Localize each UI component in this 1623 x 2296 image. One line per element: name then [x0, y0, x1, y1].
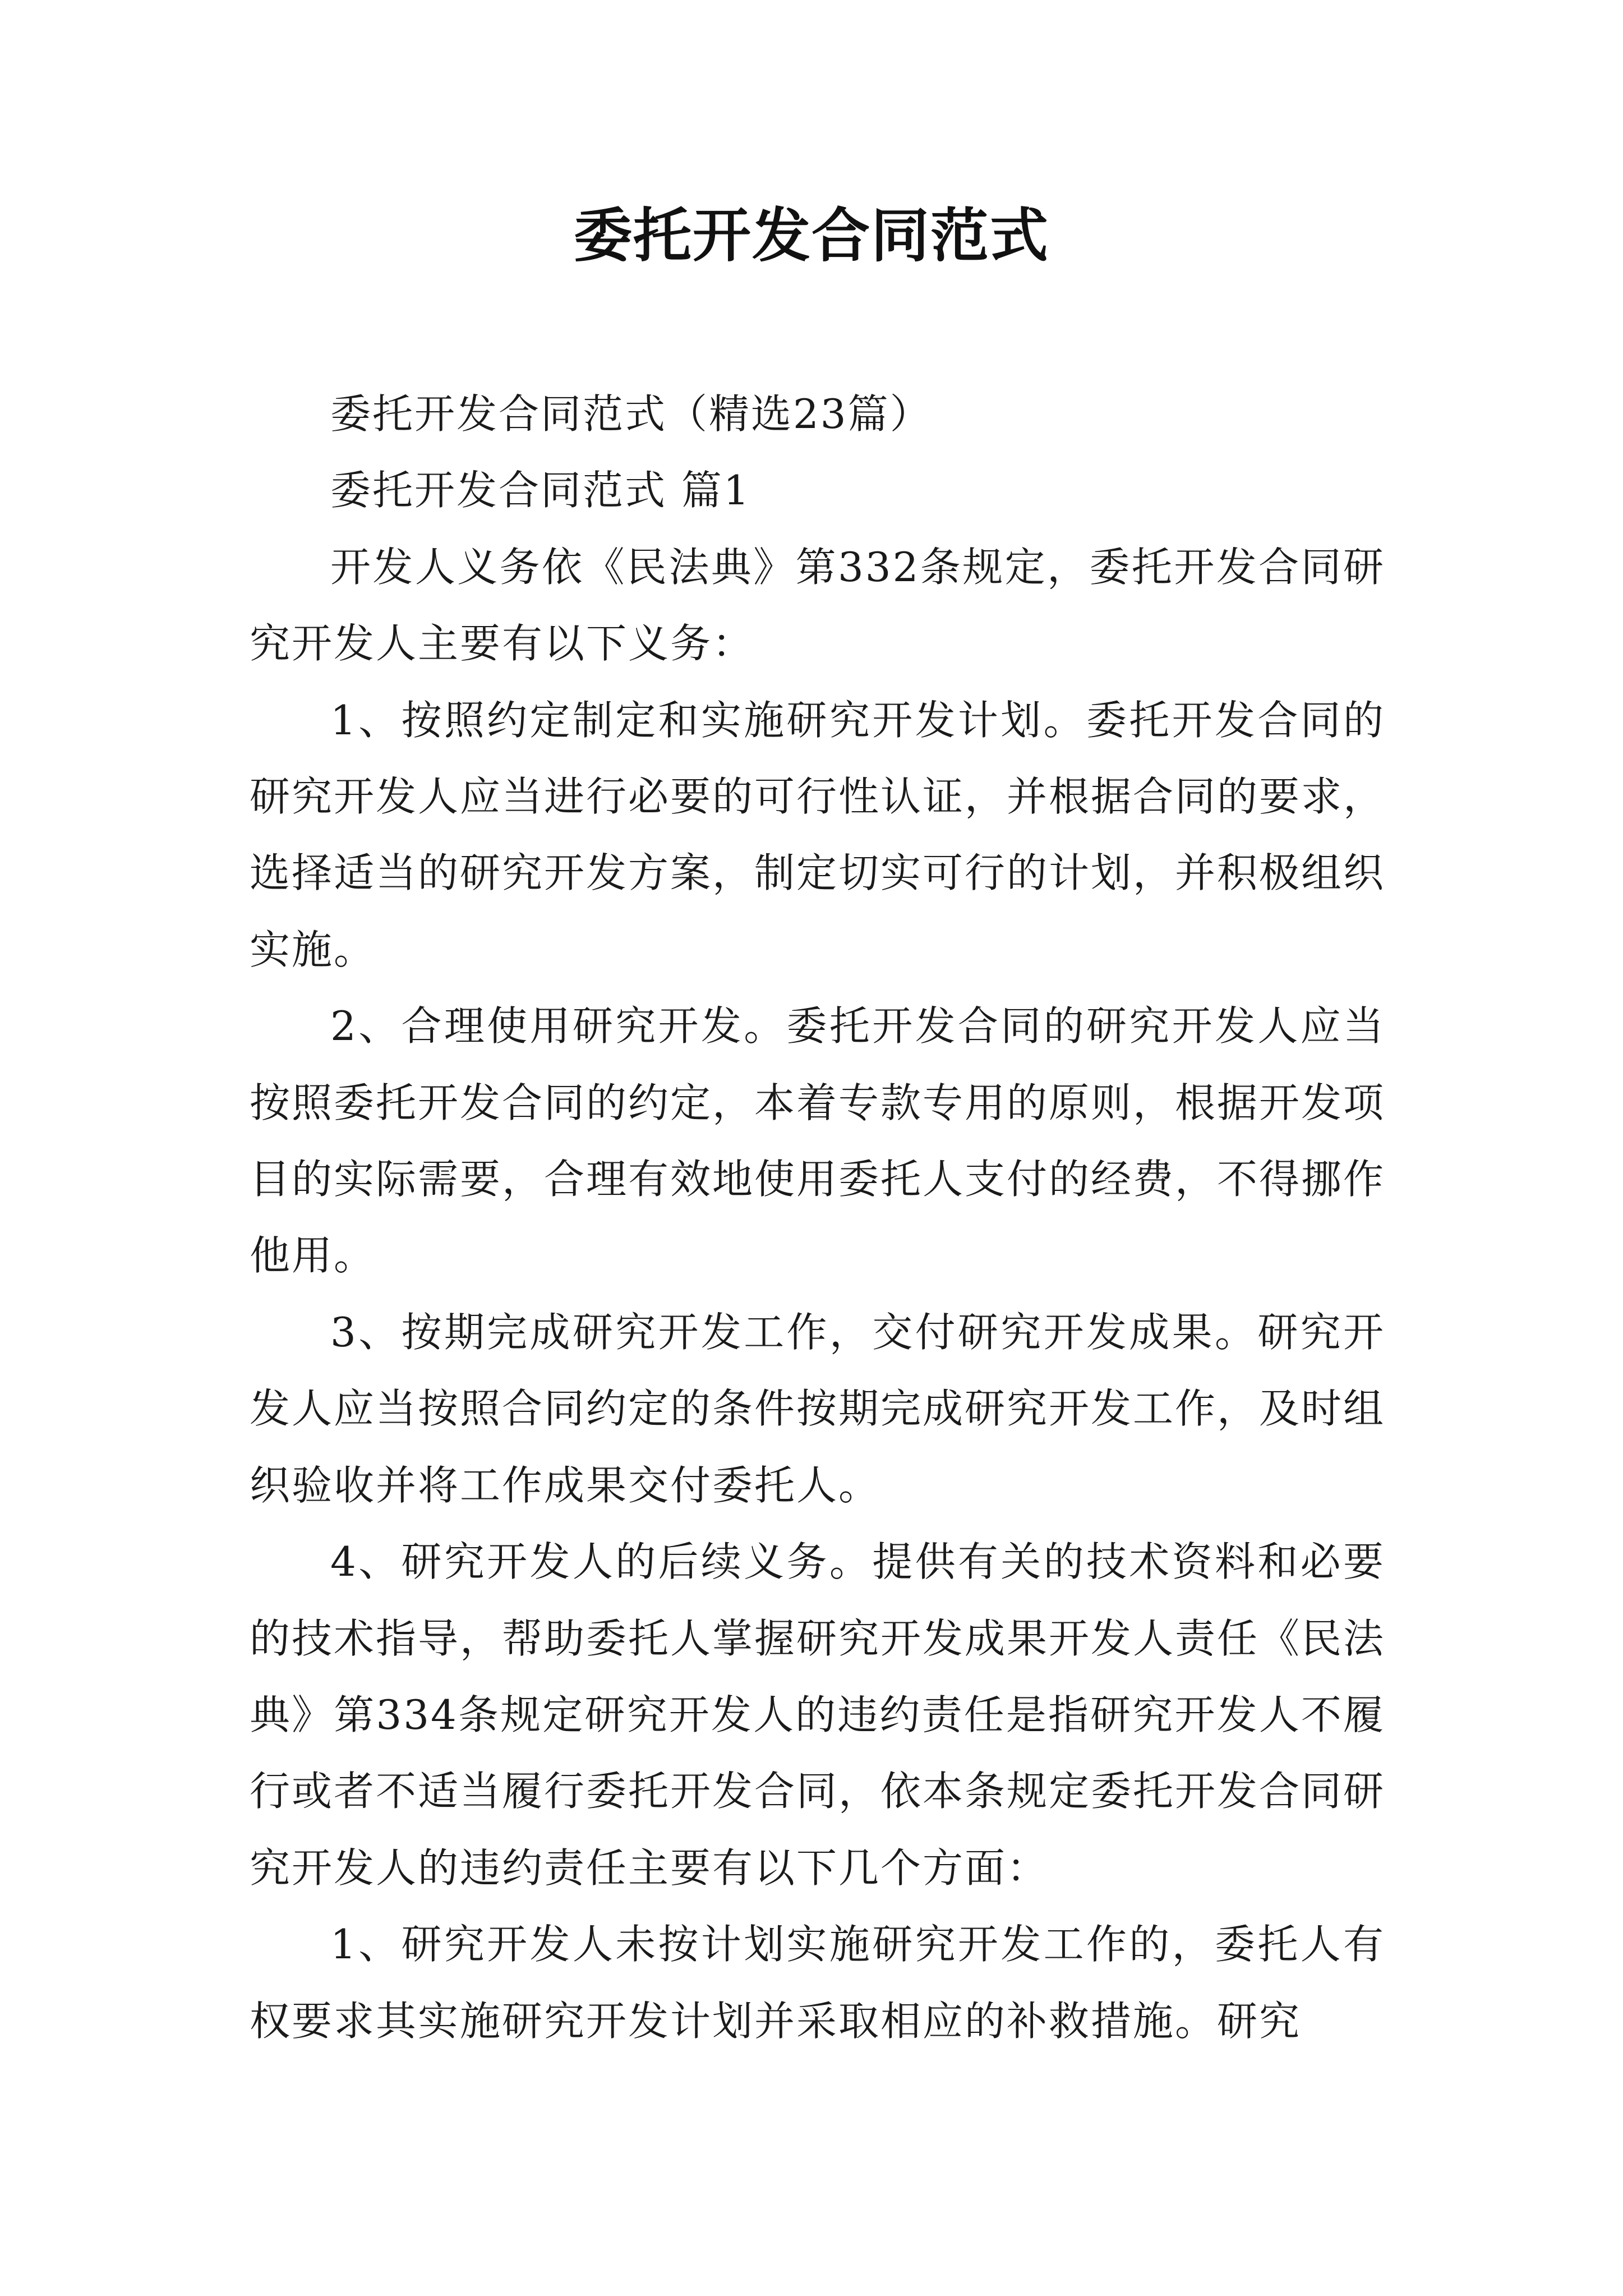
paragraph: 1、研究开发人未按计划实施研究开发工作的，委托人有权要求其实施研究开发计划并采取相应的补救措施。研究 [250, 1921, 1385, 2045]
paragraph: 1、按照约定制定和实施研究开发计划。委托开发合同的研究开发人应当进行必要的可行性认证，并根据合同的要求，选择适当的研究开发方案，制定切实可行的计划，并积极组织实施。 [250, 696, 1386, 973]
document-title: 委托开发合同范式 [573, 201, 1049, 270]
paragraph: 3、按期完成研究开发工作，交付研究开发成果。研究开发人应当按照合同约定的条件按期完成研究开发工作，及时组织验收并将工作成果交付委托人。 [250, 1308, 1386, 1509]
paragraph: 2、合理使用研究开发。委托开发合同的研究开发人应当按照委托开发合同的约定，本着专款专用的原则，根据开发项目的实际需要，合理有效地使用委托人支付的经费，不得挪作他用。 [250, 1002, 1386, 1280]
paragraph: 4、研究开发人的后续义务。提供有关的技术资料和必要的技术指导，帮助委托人掌握研究开发成果开发人责任《民法典》第334条规定研究开发人的违约责任是指研究开发人不履行或者不适当履行委托开发合同，依本条规定委托开发合同研究开发人的违约责任主要有以下几个方面： [250, 1538, 1386, 1892]
paragraph: 委托开发合同范式 篇1 [330, 467, 751, 514]
paragraph: 开发人义务依《民法典》第332条规定，委托开发合同研究开发人主要有以下义务： [250, 543, 1385, 668]
paragraph: 委托开发合同范式（精选23篇） [330, 390, 932, 438]
document-body [250, 376, 1385, 2059]
